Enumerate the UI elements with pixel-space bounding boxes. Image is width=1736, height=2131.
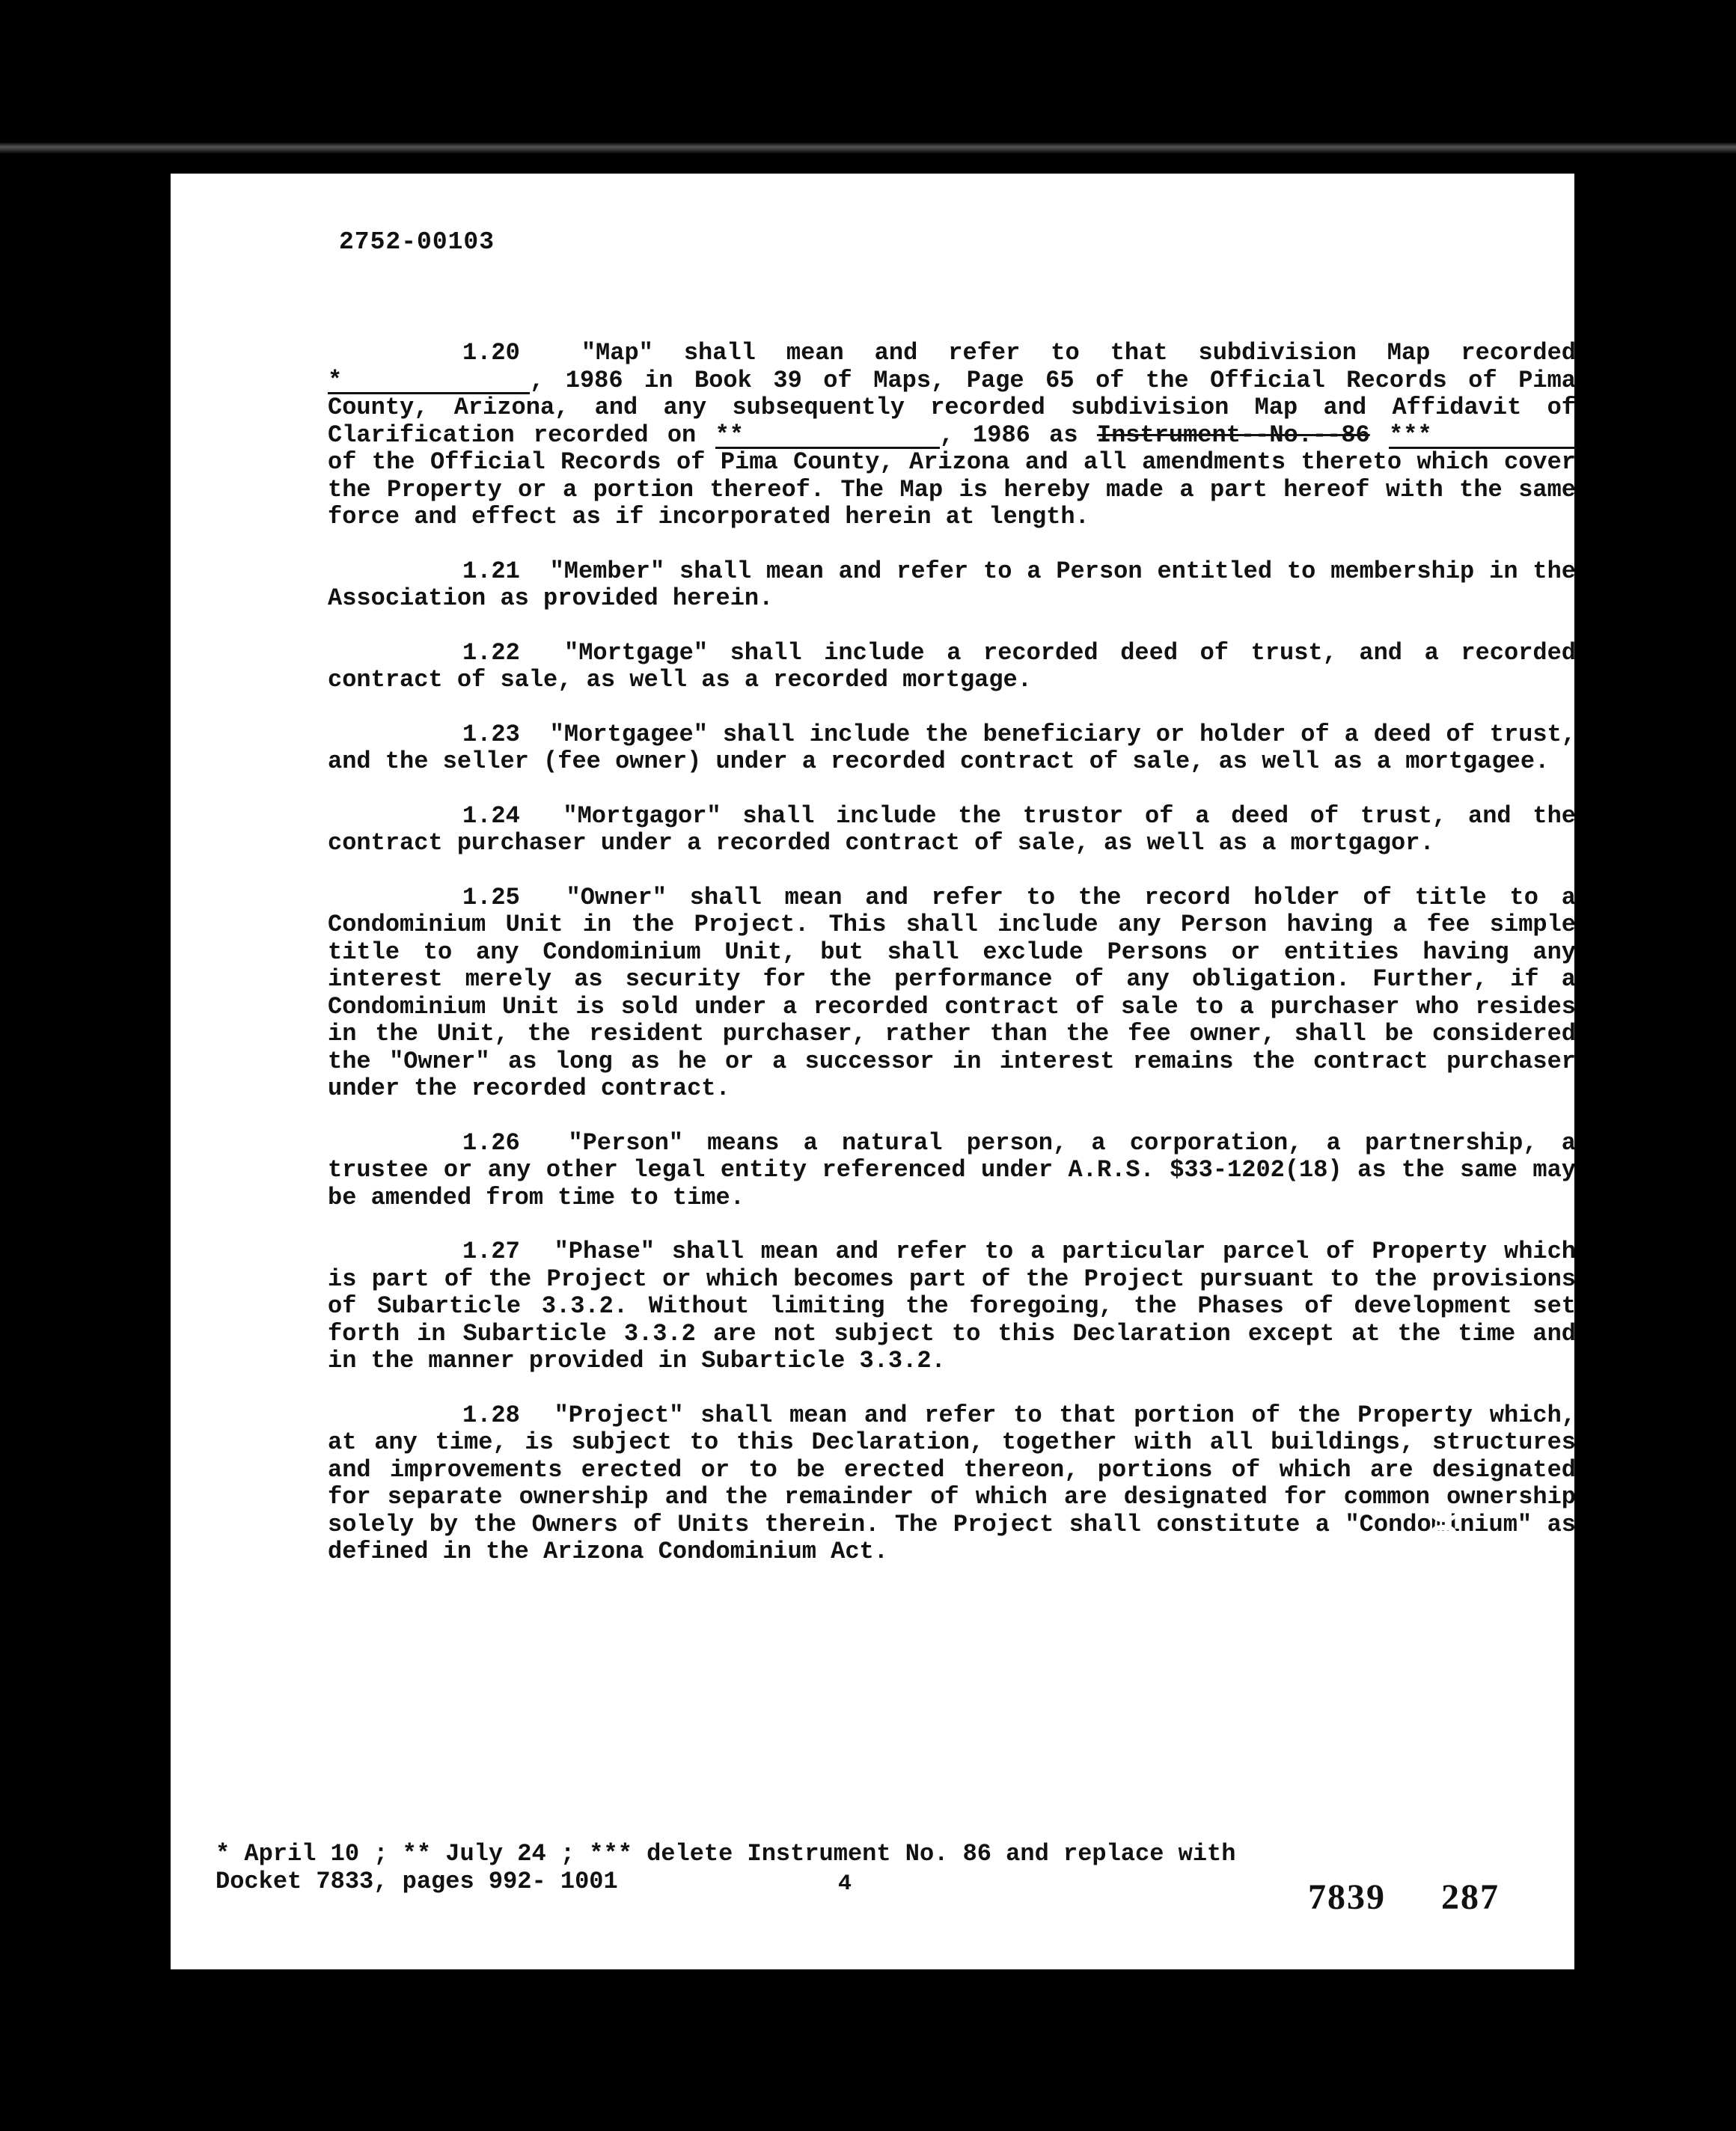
paragraph-text: "Mortgagor" shall include the trustor of a deed of trust, and the contract purchaser under a recorded contract of sale, as well as a mortgagor. (328, 801, 1577, 857)
paragraph-text: , 1986 as (939, 421, 1078, 449)
section-number: 1.24 (462, 801, 520, 830)
page-number: 4 (838, 1871, 852, 1897)
section-number: 1.22 (462, 638, 520, 667)
section-number: 1.28 (462, 1401, 520, 1429)
document-body (328, 340, 1576, 1593)
section-number: 1.23 (462, 720, 520, 748)
struck-text: Instrument--No.--86 (1096, 421, 1370, 449)
paragraph-1-25 (328, 884, 1576, 1103)
paragraph-text: "Phase" shall mean and refer to a particular parcel of Property which is part of the Project or which becomes part of the Project pursuant to the provisions of Subarticle 3.3.2. Without limiting the foregoing, the Phases of development set forth in Subarticle 3.3.2 are not subject to this Declaration except at the time and in the manner provided in Subarticle 3.3.2. (328, 1238, 1577, 1375)
section-number: 1.20 (462, 339, 520, 367)
paragraph-text: "Mortgagee" shall include the beneficiary or holder of a deed of trust, and the seller (fee owner) under a recorded contract of sale, as well as a mortgagee. (328, 720, 1577, 775)
paragraph-1-26 (328, 1130, 1576, 1212)
scanner-edge (0, 142, 1736, 154)
paragraph-text: "Person" means a natural person, a corporation, a partnership, a trustee or any other legal entity referenced under A.R.S. $33-1202(18) as the same may be amended from time to time. (328, 1128, 1577, 1211)
paragraph-1-24 (328, 803, 1576, 857)
section-number: 1.27 (462, 1238, 520, 1265)
paragraph-1-23 (328, 721, 1576, 776)
paragraph-1-28 (328, 1402, 1576, 1566)
paragraph-text: , 1986 in Book 39 of Maps, Page 65 of the Official Records of Pima County, Arizona, and any subsequently recorded subdivision Map and Affidavit of Clarification recorded on (328, 366, 1576, 449)
paragraph-text: "Owner" shall mean and refer to the record holder of title to a Condominium Unit in the Project. This shall include any Person having a fee simple title to any Condominium Unit, but shall exclude Persons or entities having any interest merely as security for the performance of any obligation. Further, if a Condominium Unit is sold under a recorded contract of sale to a purchaser who resides in the Unit, the resident purchaser, rather than the fee owner, shall be considered the "Owner" as long as he or a successor in interest remains the contract purchaser under the recorded contract. (328, 883, 1577, 1102)
paragraph-text: of the Official Records of Pima County, Arizona and all amendments thereto which cover the Property or a portion thereof. The Map is hereby made a part hereof with the same force and effect as if incorporated herein at length. (328, 448, 1576, 531)
paragraph-1-22 (328, 640, 1576, 694)
footnote-line-1: * April 10 ; ** July 24 ; *** delete Instrument No. 86 and replace with (216, 1840, 1236, 1868)
blank-date-2: ** (715, 424, 940, 449)
section-number: 1.21 (462, 557, 520, 585)
paragraph-1-27 (328, 1238, 1576, 1375)
paragraph-1-21 (328, 558, 1576, 613)
paragraph-text: "Map" shall mean and refer to that subdivision Map recorded (581, 339, 1577, 367)
blank-docket: *** (1389, 424, 1576, 449)
paragraph-1-20 (328, 340, 1576, 531)
document-id: 2752-00103 (339, 228, 495, 256)
blank-date-1: * (328, 370, 530, 394)
paragraph-text: "Project" shall mean and refer to that portion of the Property which, at any time, is subject to this Declaration, together with all buildings, structures and improvements erected or to be erected thereon, portions of which are designated for separate ownership and the remainder of which are designated for common ownership solely by the Owners of Units therein. The Project shall constitute a "Condominium" as defined in the Arizona Condominium Act. (328, 1401, 1577, 1565)
side-stamp-text: 7833 — 996 (1422, 1504, 1466, 1699)
side-stamp (1422, 1467, 1467, 1736)
docket-stamp: 7839 287 (1308, 1877, 1500, 1917)
section-number: 1.25 (462, 883, 520, 911)
footnote-line-2: Docket 7833, pages 992- 1001 (216, 1867, 618, 1895)
paragraph-text: "Member" shall mean and refer to a Person entitled to membership in the Association as provided herein. (328, 557, 1577, 612)
section-number: 1.26 (462, 1128, 520, 1157)
paragraph-text: "Mortgage" shall include a recorded deed of trust, and a recorded contract of sale, as well as a recorded mortgage. (328, 638, 1577, 694)
document-page (171, 174, 1577, 1969)
